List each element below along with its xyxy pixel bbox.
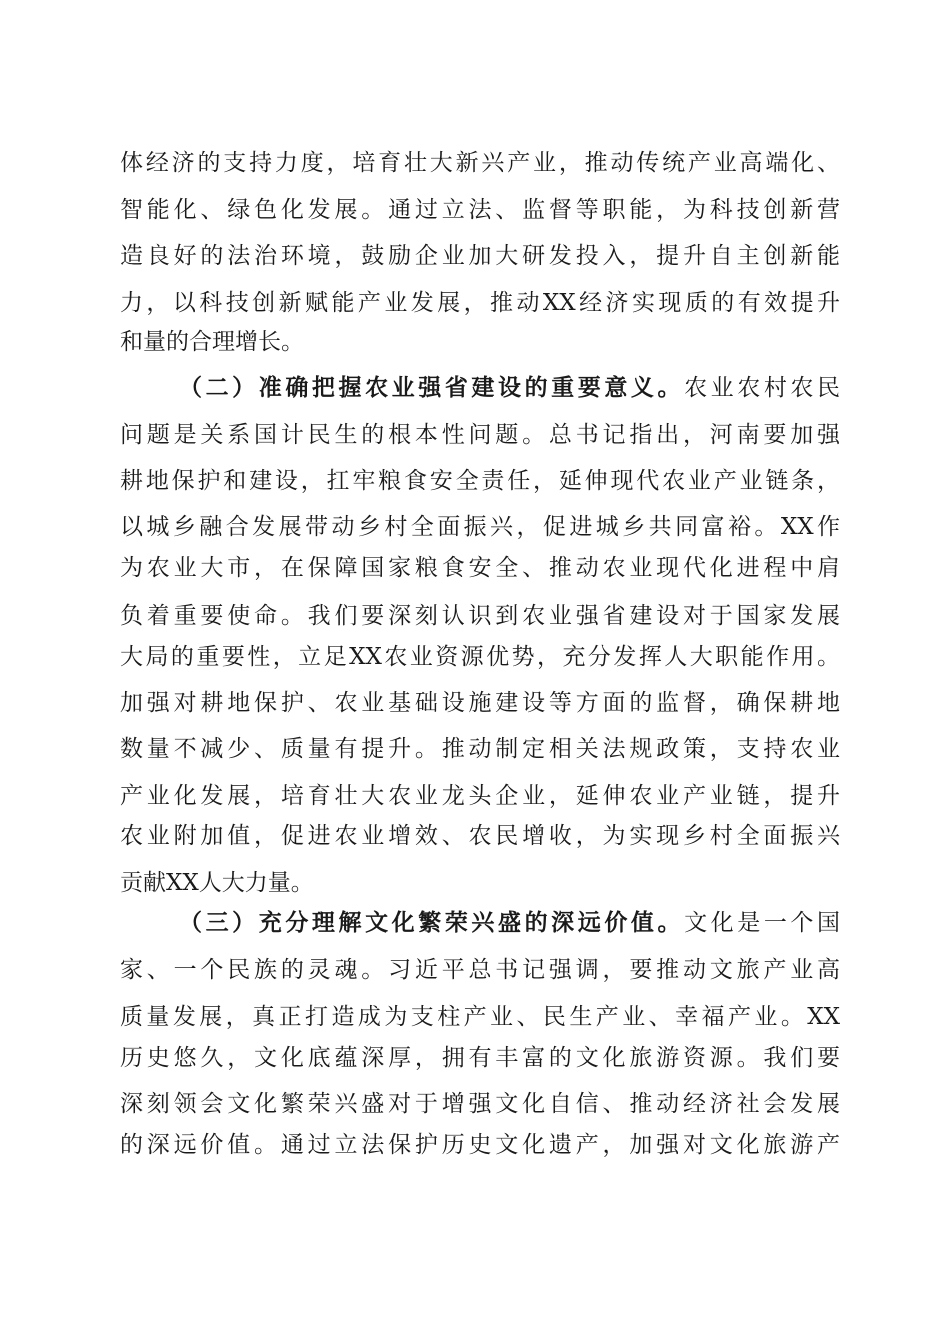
text-line: 以城乡融合发展带动乡村全面振兴，促进城乡共同富裕。XX作	[120, 514, 840, 540]
section-heading-line: （二）准确把握农业强省建设的重要意义。农业农村农民	[179, 374, 841, 401]
text-line: 历史悠久，文化底蕴深厚，拥有丰富的文化旅游资源。我们要	[120, 1045, 840, 1071]
text-line: 造良好的法治环境，鼓励企业加大研发投入，提升自主创新能	[120, 243, 840, 269]
text-line: 加强对耕地保护、农业基础设施建设等方面的监督，确保耕地	[120, 690, 840, 716]
text-line: 体经济的支持力度，培育壮大新兴产业，推动传统产业高端化、	[120, 150, 840, 176]
text-line: 问题是关系国计民生的根本性问题。总书记指出，河南要加强	[120, 422, 840, 448]
text-line: 大局的重要性，立足XX农业资源优势，充分发挥人大职能作用。	[120, 644, 840, 670]
text-line: 产业化发展，培育壮大农业龙头企业，延伸农业产业链，提升	[120, 783, 840, 809]
text-line: 耕地保护和建设，扛牢粮食安全责任，延伸现代农业产业链条，	[120, 468, 840, 494]
text-line: 智能化、绿色化发展。通过立法、监督等职能，为科技创新营	[120, 197, 840, 223]
text-line: 贡献XX人大力量。	[120, 870, 314, 896]
text-line: 家、一个民族的灵魂。习近平总书记强调，要推动文旅产业高	[120, 957, 840, 983]
text-line: 负着重要使命。我们要深刻认识到农业强省建设对于国家发展	[120, 603, 840, 629]
text-line: 力，以科技创新赋能产业发展，推动XX经济实现质的有效提升	[120, 290, 840, 316]
text-line: 农业附加值，促进农业增效、农民增收，为实现乡村全面振兴	[120, 823, 840, 849]
section-heading-line: （三）充分理解文化繁荣兴盛的深远价值。文化是一个国	[179, 909, 841, 936]
text-line: 和量的合理增长。	[120, 329, 304, 355]
text-line: 为农业大市，在保障国家粮食安全、推动农业现代化进程中肩	[120, 555, 840, 581]
text-line: 深刻领会文化繁荣兴盛对于增强文化自信、推动经济社会发展	[120, 1091, 840, 1117]
text-line: 质量发展，真正打造成为支柱产业、民生产业、幸福产业。XX	[120, 1004, 840, 1030]
text-line: 的深远价值。通过立法保护历史文化遗产，加强对文化旅游产	[120, 1132, 840, 1158]
section-heading: （三）充分理解文化繁荣兴盛的深远价值。	[179, 909, 685, 936]
section-heading: （二）准确把握农业强省建设的重要意义。	[179, 374, 685, 401]
text-line: 数量不减少、质量有提升。推动制定相关法规政策，支持农业	[120, 736, 840, 762]
